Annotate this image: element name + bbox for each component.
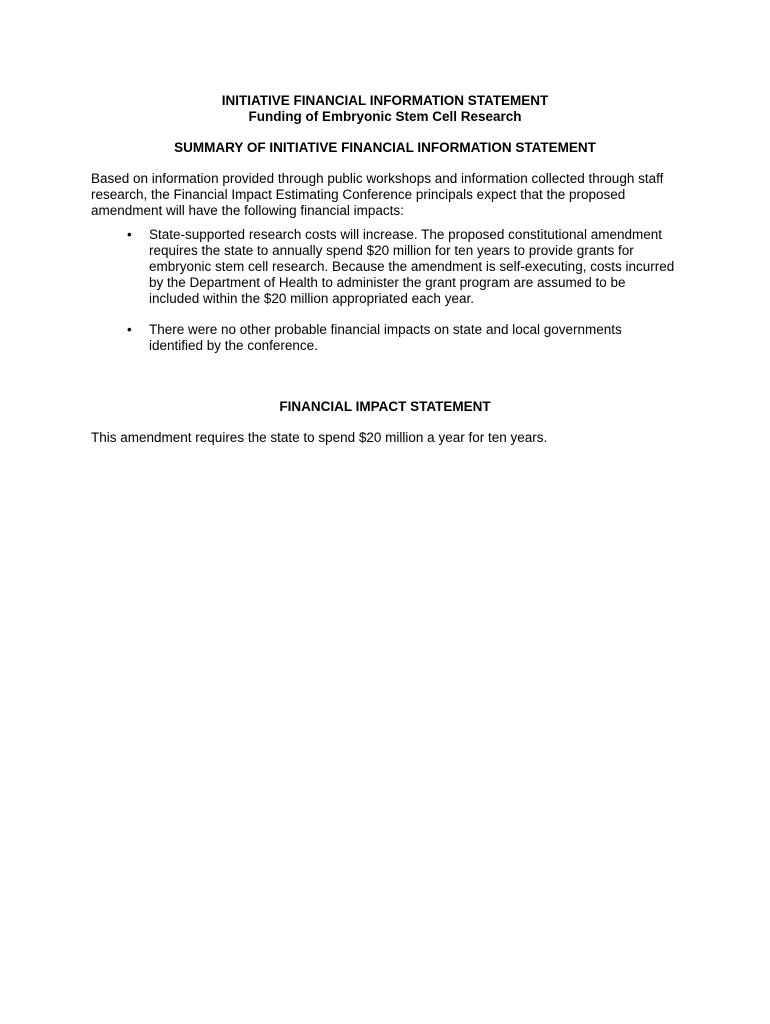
impact-heading: FINANCIAL IMPACT STATEMENT bbox=[279, 399, 491, 414]
document-subtitle: Funding of Embryonic Stem Cell Research bbox=[248, 109, 522, 124]
bullet-icon: • bbox=[127, 322, 132, 337]
impact-statement-text: This amendment requires the state to spend $20 million a year for ten years. bbox=[91, 430, 548, 445]
summary-heading: SUMMARY OF INITIATIVE FINANCIAL INFORMATION STATEMENT bbox=[174, 140, 596, 155]
bullet-icon: • bbox=[127, 227, 132, 242]
bullet-text: There were no other probable financial impacts on state and local governments identified by the conference. bbox=[149, 322, 622, 353]
document-title: INITIATIVE FINANCIAL INFORMATION STATEMENT bbox=[221, 93, 549, 108]
bullet-text: State-supported research costs will increase. The proposed constitutional amendment requires the state to annually spend $20 million for ten years to provide grants for embryonic stem cell research. Because the amendment is self-executing, costs incurred by the Department of Health to administer the grant program are assumed to be included within the $20 million appropriated each year. bbox=[149, 227, 675, 306]
intro-paragraph: Based on information provided through public workshops and information collected through staff research, the Financial Impact Estimating Conference principals expect that the proposed amendment will have the following financial impacts: bbox=[91, 171, 664, 218]
